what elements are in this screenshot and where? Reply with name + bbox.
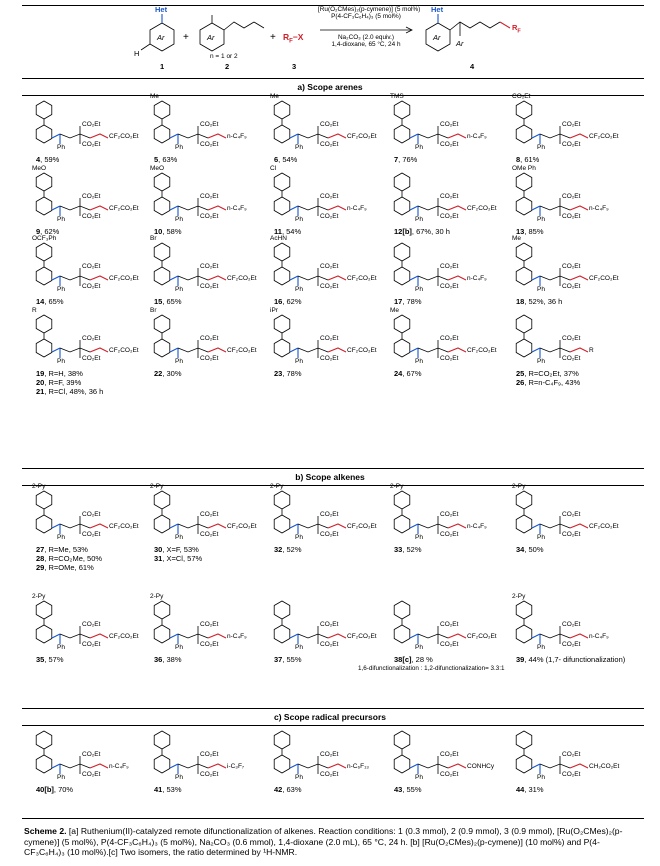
reagent-1-number: 1 (160, 62, 165, 71)
arenes-ester-lower-1: CO₂Et (200, 141, 219, 148)
reagent-3-x: −X (292, 32, 304, 42)
alkenes-compound-label-2: 32, 52% (274, 545, 302, 554)
radicals-tail-2: n-C₆F₁₃ (347, 763, 369, 770)
arenes-ester-upper-14: CO₂Et (562, 263, 581, 270)
arenes-ester-upper-4: CO₂Et (562, 121, 581, 128)
alkenes-ester-upper-1: CO₂Et (200, 511, 219, 518)
arenes-compound-label-19-0: 25, R=CO₂Et, 37% (516, 369, 579, 378)
radicals-compound-label-1: 41, 53% (154, 785, 182, 794)
arenes-compound-label-15-1: 20, R=F, 39% (36, 378, 82, 387)
arenes-ester-upper-7: CO₂Et (320, 193, 339, 200)
alkenes-top-substituent-9: 2-Py (512, 593, 526, 600)
arenes-ph-18: Ph (415, 358, 423, 365)
reagent-2-ar: Ar (207, 33, 215, 42)
arenes-ph-10: Ph (57, 286, 65, 293)
section-c-rule-top (22, 708, 644, 709)
alkenes-compound-label-1-0: 30, X=F, 53% (154, 545, 199, 554)
arenes-ester-lower-17: CO₂Et (320, 355, 339, 362)
arenes-ester-upper-2: CO₂Et (320, 121, 339, 128)
arenes-ester-lower-18: CO₂Et (440, 355, 459, 362)
reagent-2-number: 2 (225, 62, 230, 71)
arenes-ph-14: Ph (537, 286, 545, 293)
arenes-compound-label-18: 24, 67% (394, 369, 422, 378)
alkenes-ester-upper-3: CO₂Et (440, 511, 459, 518)
arenes-tail-11: CF₂CO₂Et (227, 275, 257, 282)
arenes-ester-lower-11: CO₂Et (200, 283, 219, 290)
arenes-ester-upper-3: CO₂Et (440, 121, 459, 128)
alkenes-tail-0: CF₂CO₂Et (109, 523, 139, 530)
arenes-top-substituent-18: Me (390, 307, 400, 314)
alkenes-top-substituent-3: 2-Py (390, 483, 404, 490)
product-rf-r: R (512, 23, 518, 32)
arenes-compound-label-3: 7, 76% (394, 155, 418, 164)
arenes-ester-upper-6: CO₂Et (200, 193, 219, 200)
arenes-ester-lower-12: CO₂Et (320, 283, 339, 290)
alkenes-ph-9: Ph (537, 644, 545, 651)
arenes-ph-9: Ph (537, 216, 545, 223)
arenes-ester-upper-19: CO₂Et (562, 335, 581, 342)
alkenes-ph-0: Ph (57, 534, 65, 541)
arenes-ester-upper-9: CO₂Et (562, 193, 581, 200)
alkenes-ester-upper-6: CO₂Et (200, 621, 219, 628)
arenes-ester-upper-16: CO₂Et (200, 335, 219, 342)
arenes-ester-lower-5: CO₂Et (82, 213, 101, 220)
arenes-tail-1: n-C₄F₉ (227, 133, 247, 140)
condition-ligand: P(4-CF₃C₆H₄)₃ (5 mol%) (331, 13, 401, 21)
radicals-ph-0: Ph (57, 774, 65, 781)
arenes-compound-label-17: 23, 78% (274, 369, 302, 378)
alkenes-ester-lower-9: CO₂Et (562, 641, 581, 648)
alkenes-compound-label-8: 38[c], 28 % (394, 655, 433, 664)
radicals-ester-lower-3: CO₂Et (440, 771, 459, 778)
alkenes-ratio-note-8: 1,6-difunctionalization : 1,2-difunctionalization= 3.3:1 (358, 665, 505, 672)
arenes-ester-lower-9: CO₂Et (562, 213, 581, 220)
arenes-top-substituent-2: Me (270, 93, 280, 100)
arenes-compound-label-10: 14, 65% (36, 297, 64, 306)
arenes-tail-15: CF₂CO₂Et (109, 347, 139, 354)
arenes-tail-8: CF₂CO₂Et (467, 205, 497, 212)
arenes-tail-2: CF₂CO₂Et (347, 133, 377, 140)
alkenes-ph-5: Ph (57, 644, 65, 651)
alkenes-ester-lower-1: CO₂Et (200, 531, 219, 538)
arenes-compound-label-5: 9, 62% (36, 227, 60, 236)
arenes-compound-label-16: 22, 30% (154, 369, 182, 378)
arenes-top-substituent-5: MeO (32, 165, 47, 172)
caption-title: Scheme 2. (24, 826, 67, 836)
arenes-top-substituent-11: Br (150, 235, 157, 242)
reagent-1-het: Het (155, 5, 168, 14)
arenes-compound-label-12: 16, 62% (274, 297, 302, 306)
alkenes-tail-9: n-C₄F₉ (589, 633, 609, 640)
radicals-compound-label-3: 43, 55% (394, 785, 422, 794)
radicals-compound-label-4: 44, 31% (516, 785, 544, 794)
alkenes-tail-1: CF₂CO₂Et (227, 523, 257, 530)
arenes-top-substituent-14: Me (512, 235, 522, 242)
arenes-top-substituent-15: R (32, 307, 37, 314)
arenes-compound-label-4: 8, 61% (516, 155, 540, 164)
arenes-top-substituent-16: Br (150, 307, 157, 314)
arenes-ester-upper-1: CO₂Et (200, 121, 219, 128)
arenes-top-substituent-10: OCF₃Ph (32, 235, 57, 242)
arenes-tail-14: CF₂CO₂Et (589, 275, 619, 282)
arenes-ester-lower-14: CO₂Et (562, 283, 581, 290)
arenes-ester-lower-4: CO₂Et (562, 141, 581, 148)
alkenes-tail-6: n-C₄F₉ (227, 633, 247, 640)
arenes-top-substituent-6: MeO (150, 165, 165, 172)
product-number: 4 (470, 62, 475, 71)
alkenes-tail-2: CF₂CO₂Et (347, 523, 377, 530)
section-c-heading: c) Scope radical precursors (274, 712, 386, 722)
arenes-compound-label-7: 11, 54% (274, 227, 302, 236)
arenes-ph-17: Ph (295, 358, 303, 365)
arenes-compound-label-0: 4, 59% (36, 155, 60, 164)
alkenes-compound-label-0-1: 28, R=CO₂Me, 50% (36, 554, 103, 563)
arenes-compound-label-9: 13, 85% (516, 227, 544, 236)
alkenes-compound-label-1-1: 31, X=Cl, 57% (154, 554, 203, 563)
alkenes-ester-upper-5: CO₂Et (82, 621, 101, 628)
arenes-ester-lower-10: CO₂Et (82, 283, 101, 290)
arenes-ph-2: Ph (295, 144, 303, 151)
arenes-ester-lower-3: CO₂Et (440, 141, 459, 148)
arenes-compound-label-19-1: 26, R=n-C₄F₉, 43% (516, 378, 581, 387)
alkenes-ester-upper-4: CO₂Et (562, 511, 581, 518)
arenes-ester-lower-13: CO₂Et (440, 283, 459, 290)
plus-sign-1: + (183, 32, 189, 43)
reagent-3-number: 3 (292, 62, 297, 71)
alkenes-ester-lower-0: CO₂Et (82, 531, 101, 538)
alkenes-ester-lower-7: CO₂Et (320, 641, 339, 648)
arenes-ester-upper-8: CO₂Et (440, 193, 459, 200)
alkenes-compound-label-9: 39, 44% (1,7- difunctionalization) (516, 655, 626, 664)
arenes-ester-upper-12: CO₂Et (320, 263, 339, 270)
arenes-compound-label-1: 5, 63% (154, 155, 178, 164)
arenes-top-substituent-9: OMe Ph (512, 165, 536, 172)
radicals-ester-lower-1: CO₂Et (200, 771, 219, 778)
alkenes-top-substituent-0: 2-Py (32, 483, 46, 490)
arenes-ph-15: Ph (57, 358, 65, 365)
radicals-tail-0: n-C₄F₉ (109, 763, 129, 770)
arenes-compound-label-11: 15, 65% (154, 297, 182, 306)
arenes-tail-4: CF₂CO₂Et (589, 133, 619, 140)
radicals-ester-upper-0: CO₂Et (82, 751, 101, 758)
arenes-compound-label-2: 6, 54% (274, 155, 298, 164)
section-b-rule-bottom (22, 485, 644, 486)
alkenes-tail-3: n-C₄F₉ (467, 523, 487, 530)
arenes-top-substituent-12: AcHN (270, 235, 287, 242)
arenes-ph-19: Ph (537, 358, 545, 365)
arenes-compound-label-15-2: 21, R=Cl, 48%, 36 h (36, 387, 104, 396)
alkenes-top-substituent-1: 2-Py (150, 483, 164, 490)
radicals-ph-3: Ph (415, 774, 423, 781)
alkenes-compound-label-5: 35, 57% (36, 655, 64, 664)
product-ar-ring: Ar (433, 33, 441, 42)
caption-text: [a] Ruthenium(II)-catalyzed remote difunctionalization of alkenes. Reaction conditions: 1 (0.3 mmol), 2 (0.9 mmol), 3 (0.9 mmol), [Ru(O₂CMes)₂(p-cymene)] (5 mol%), P(4-CF₃C₆H₄)₃ (5 mol%), Na₂CO₃ (0.6 mmol), 1,4-dioxane (2.0 mL), 65 °C, 24 h. [b] [Ru(O₂CMes)₂(p-cymene)] (10 mol%) and P(4-CF₃C₆H₄)₃ (10 mol%).[c] Two isomers, the ratio determined by ¹H-NMR. (24, 826, 623, 858)
arenes-tail-19: R (589, 347, 594, 354)
alkenes-ph-2: Ph (295, 534, 303, 541)
alkenes-ph-8: Ph (415, 644, 423, 651)
alkenes-compound-label-7: 37, 55% (274, 655, 302, 664)
arenes-tail-9: n-C₄F₉ (589, 205, 609, 212)
arenes-top-substituent-3: TMS (390, 93, 404, 100)
alkenes-ester-upper-7: CO₂Et (320, 621, 339, 628)
alkenes-ester-lower-3: CO₂Et (440, 531, 459, 538)
arenes-ester-lower-19: CO₂Et (562, 355, 581, 362)
alkenes-tail-8: CF₂CO₂Et (467, 633, 497, 640)
radicals-ester-upper-1: CO₂Et (200, 751, 219, 758)
alkenes-ester-upper-8: CO₂Et (440, 621, 459, 628)
arenes-tail-12: CF₂CO₂Et (347, 275, 377, 282)
reagent-1-ar: Ar (157, 33, 165, 42)
arenes-ester-upper-18: CO₂Et (440, 335, 459, 342)
arenes-ester-lower-15: CO₂Et (82, 355, 101, 362)
condition-solvent: 1,4-dioxane, 65 °C, 24 h (331, 41, 401, 49)
arenes-tail-18: CF₂CO₂Et (467, 347, 497, 354)
alkenes-compound-label-0-2: 29, R=OMe, 61% (36, 563, 94, 572)
arenes-ester-upper-5: CO₂Et (82, 193, 101, 200)
arenes-ester-upper-11: CO₂Et (200, 263, 219, 270)
alkenes-ester-lower-5: CO₂Et (82, 641, 101, 648)
alkenes-compound-label-3: 33, 52% (394, 545, 422, 554)
radicals-tail-1: i-C₃F₇ (227, 763, 245, 770)
radicals-compound-label-2: 42, 63% (274, 785, 302, 794)
alkenes-top-substituent-4: 2-Py (512, 483, 526, 490)
product-het: Het (431, 5, 444, 14)
arenes-tail-17: CF₂CO₂Et (347, 347, 377, 354)
radicals-tail-3: CONHCy (467, 763, 495, 770)
arenes-ph-3: Ph (415, 144, 423, 151)
reagent-3-rf-sub: F (289, 38, 293, 45)
alkenes-top-substituent-5: 2-Py (32, 593, 46, 600)
product-ar-sub: Ar (456, 39, 464, 48)
arenes-top-substituent-7: Cl (270, 165, 277, 172)
arenes-ph-4: Ph (537, 144, 545, 151)
arenes-tail-3: n-C₄F₉ (467, 133, 487, 140)
section-b-heading: b) Scope alkenes (295, 472, 365, 482)
arenes-compound-label-15-0: 19, R=H, 38% (36, 369, 83, 378)
arenes-ph-11: Ph (175, 286, 183, 293)
arenes-top-substituent-17: iPr (270, 307, 278, 314)
alkenes-ph-1: Ph (175, 534, 183, 541)
radicals-tail-4: CH₂CO₂Et (589, 763, 620, 770)
reagent-3-rf: R (283, 32, 290, 42)
radicals-ester-upper-4: CO₂Et (562, 751, 581, 758)
arenes-compound-label-6: 10, 58% (154, 227, 182, 236)
bottom-border (22, 818, 644, 819)
alkenes-top-substituent-6: 2-Py (150, 593, 164, 600)
arenes-ph-13: Ph (415, 286, 423, 293)
alkenes-ester-lower-4: CO₂Et (562, 531, 581, 538)
alkenes-tail-4: CF₂CO₂Et (589, 523, 619, 530)
radicals-compound-label-0: 40[b], 70% (36, 785, 74, 794)
section-c-rule-bottom (22, 725, 644, 726)
arenes-ph-5: Ph (57, 216, 65, 223)
arenes-tail-7: n-C₄F₉ (347, 205, 367, 212)
arenes-ph-1: Ph (175, 144, 183, 151)
alkenes-tail-5: CF₂CO₂Et (109, 633, 139, 640)
arenes-compound-label-8: 12[b], 67%, 30 h (394, 227, 450, 236)
radicals-ester-upper-2: CO₂Et (320, 751, 339, 758)
alkenes-compound-label-6: 36, 38% (154, 655, 182, 664)
arenes-tail-16: CF₂CO₂Et (227, 347, 257, 354)
alkenes-tail-7: CF₂CO₂Et (347, 633, 377, 640)
arenes-compound-label-14: 18, 52%, 36 h (516, 297, 563, 306)
alkenes-ester-upper-0: CO₂Et (82, 511, 101, 518)
arenes-ph-8: Ph (415, 216, 423, 223)
arenes-ph-16: Ph (175, 358, 183, 365)
arenes-compound-label-13: 17, 78% (394, 297, 422, 306)
arenes-ester-upper-17: CO₂Et (320, 335, 339, 342)
arenes-ester-lower-6: CO₂Et (200, 213, 219, 220)
arenes-tail-6: n-C₄F₉ (227, 205, 247, 212)
arenes-ester-upper-13: CO₂Et (440, 263, 459, 270)
arenes-ester-lower-0: CO₂Et (82, 141, 101, 148)
radicals-ester-lower-4: CO₂Et (562, 771, 581, 778)
arenes-tail-5: CF₂CO₂Et (109, 205, 139, 212)
alkenes-compound-label-4: 34, 50% (516, 545, 544, 554)
product-rf-sub: F (517, 28, 521, 35)
arenes-ester-lower-8: CO₂Et (440, 213, 459, 220)
reagent-1-h: H (134, 49, 140, 58)
alkenes-ester-upper-2: CO₂Et (320, 511, 339, 518)
radicals-ester-lower-2: CO₂Et (320, 771, 339, 778)
reagent-2-n-label: n = 1 or 2 (210, 53, 238, 60)
alkenes-ester-lower-2: CO₂Et (320, 531, 339, 538)
arenes-top-substituent-4: CO₂Et (512, 93, 531, 100)
alkenes-top-substituent-2: 2-Py (270, 483, 284, 490)
arenes-tail-10: CF₂CO₂Et (109, 275, 139, 282)
alkenes-ester-lower-8: CO₂Et (440, 641, 459, 648)
section-b-rule-top (22, 468, 644, 469)
condition-catalyst: [Ru(O₂CMes)₂(p-cymene)] (5 mol%) (318, 6, 421, 13)
arenes-ph-0: Ph (57, 144, 65, 151)
radicals-ester-lower-0: CO₂Et (82, 771, 101, 778)
arenes-ester-upper-0: CO₂Et (82, 121, 101, 128)
radicals-ester-upper-3: CO₂Et (440, 751, 459, 758)
alkenes-ester-lower-6: CO₂Et (200, 641, 219, 648)
radicals-ph-1: Ph (175, 774, 183, 781)
alkenes-ph-7: Ph (295, 644, 303, 651)
arenes-ph-6: Ph (175, 216, 183, 223)
arenes-ph-12: Ph (295, 286, 303, 293)
arenes-tail-0: CF₂CO₂Et (109, 133, 139, 140)
alkenes-ph-3: Ph (415, 534, 423, 541)
radicals-ph-2: Ph (295, 774, 303, 781)
alkenes-compound-label-0-0: 27, R=Me, 53% (36, 545, 88, 554)
arenes-ester-lower-16: CO₂Et (200, 355, 219, 362)
arenes-top-substituent-1: Me (150, 93, 160, 100)
arenes-ester-lower-2: CO₂Et (320, 141, 339, 148)
alkenes-ph-6: Ph (175, 644, 183, 651)
arenes-ester-upper-15: CO₂Et (82, 335, 101, 342)
plus-sign-2: + (270, 32, 276, 43)
alkenes-ph-4: Ph (537, 534, 545, 541)
radicals-ph-4: Ph (537, 774, 545, 781)
condition-base: Na₂CO₃ (2.0 equiv.) (337, 34, 395, 41)
section-a-heading: a) Scope arenes (297, 82, 363, 92)
figure-caption (24, 826, 636, 858)
arenes-ph-7: Ph (295, 216, 303, 223)
arenes-tail-13: n-C₄F₉ (467, 275, 487, 282)
arenes-ester-lower-7: CO₂Et (320, 213, 339, 220)
alkenes-ester-upper-9: CO₂Et (562, 621, 581, 628)
arenes-ester-upper-10: CO₂Et (82, 263, 101, 270)
